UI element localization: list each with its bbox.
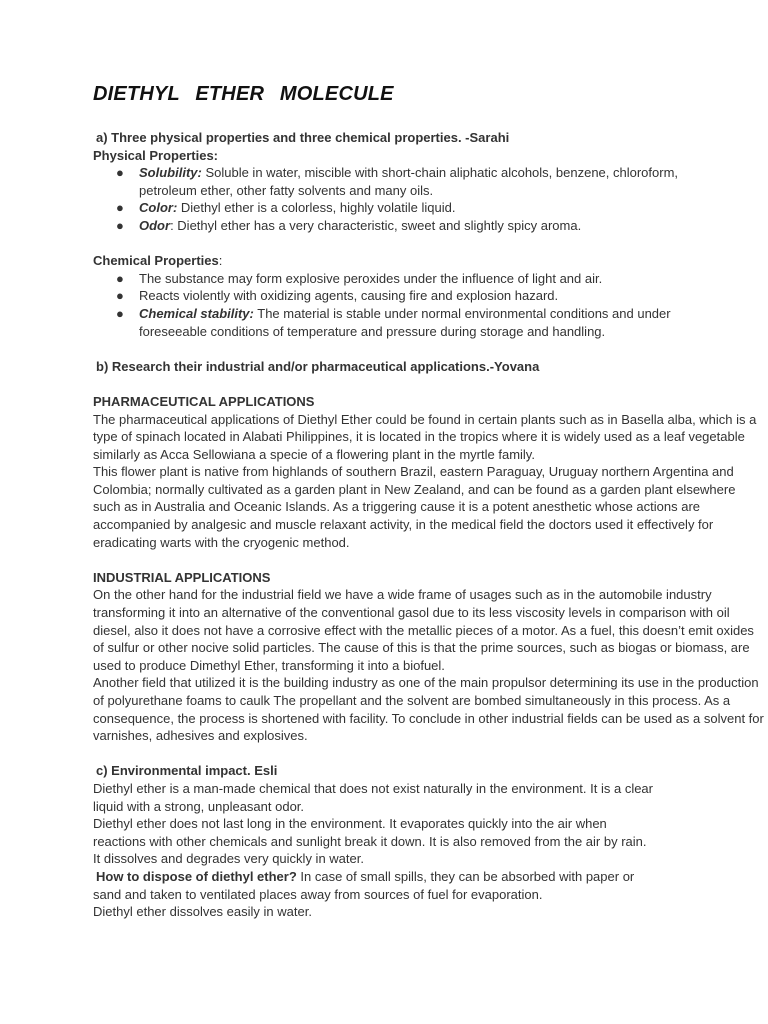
bullet-icon: ● [116,270,124,286]
bullet-icon: ● [116,288,124,304]
environment-line-1: Diethyl ether is a man-made chemical that does not exist naturally in the environment. It is a clear [93,780,653,796]
environment-line-2: liquid with a strong, unpleasant odor. [93,798,305,814]
industrial-paragraph-1: On the other hand for the industrial field we have a wide frame of usages such as in the automobile industry transforming it into an alternative of the conventional gasol due to its less viscosity levels in comparison with oil diesel, also it does not have a corrosive effect with the metallic pieces of a motor. As a fuel, this doesn’t emit oxides of sulfur or other nocive solid particles. The cause of this is that the prime sources, such as biogas or biomass, are used to produce Dimethyl Ether, transforming it into a biofuel. [93,587,754,673]
section-c-heading: c) Environmental impact. Esli [96,763,278,779]
list-item: ● Solubility: Soluble in water, miscible with short-chain aliphatic alcohols, benzene, chloroform, petroleum ether, other fatty solvents and many oils. [116,165,679,198]
list-item: ● The substance may form explosive peroxides under the influence of light and air. [116,270,603,286]
industrial-heading: INDUSTRIAL APPLICATIONS [93,569,271,585]
list-item: ● Reacts violently with oxidizing agents, causing fire and explosion hazard. [116,288,559,304]
section-b-heading: b) Research their industrial and/or pharmaceutical applications.-Yovana [96,358,540,374]
physical-properties-list [93,164,765,234]
document-title: DIETHYL ETHER MOLECULE [93,83,394,105]
environment-line-4: reactions with other chemicals and sunlight break it down. It is also removed from the air by rain. [93,833,647,849]
list-item: ● Odor: Diethyl ether has a very characteristic, sweet and slightly spicy aroma. [116,217,582,233]
list-item: ● Chemical stability: The material is stable under normal environmental conditions and under foreseeable conditions of temperature and pressure during storage and handling. [116,305,671,339]
chemical-properties-list [93,270,765,340]
document-body [93,129,765,921]
disposal-line: How to dispose of diethyl ether? In case of small spills, they can be absorbed with paper or [96,868,635,884]
pharmaceutical-paragraph-1: The pharmaceutical applications of Diethyl Ether could be found in certain plants such as in Basella alba, which is a type of spinach located in Alabati Philippines, it is located in the tropics where it is widely used as a leaf vegetable similarly as Acca Sellowiana a specie of a flowering plant in the myrtle family. [93,411,757,462]
environment-line-3: Diethyl ether does not last long in the environment. It evaporates quickly into the air when [93,816,607,832]
bullet-icon: ● [116,305,124,321]
chemical-properties-label: Chemical Properties: [93,253,223,269]
bullet-icon: ● [116,217,124,233]
industrial-paragraph-2: Another field that utilized it is the building industry as one of the main propulsor determining its use in the production of polyurethane foams to caulk The propellant and the solvent are bombed simultaneously in this process. As a consequence, the process is shortened with facility. To conclude in other industrial fields can be used as a solvent for varnishes, adhesives and explosives. [93,675,764,744]
disposal-line-2: sand and taken to ventilated places away from sources of fuel for evaporation. [93,886,543,902]
section-a-heading: a) Three physical properties and three chemical properties. -Sarahi [96,130,510,145]
bullet-icon: ● [116,200,124,216]
pharmaceutical-heading: PHARMACEUTICAL APPLICATIONS [93,393,315,409]
disposal-question: How to dispose of diethyl ether? [96,868,297,884]
physical-properties-label: Physical Properties: [93,147,218,163]
bullet-icon: ● [116,165,124,181]
final-line: Diethyl ether dissolves easily in water. [93,904,312,920]
list-item: ● Color: Diethyl ether is a colorless, highly volatile liquid. [116,200,456,216]
environment-line-5: It dissolves and degrades very quickly in water. [93,851,364,867]
pharmaceutical-paragraph-2: This flower plant is native from highlands of southern Brazil, eastern Paraguay, Uruguay northern Argentina and Colombia; normally cultivated as a garden plant in New Zealand, and can be found as a garden plant elsewhere such as in Australia and Oceanic Islands. As a triggering cause it is a potent anesthetic whose actions are accompanied by analgesic and muscle relaxant activity, in the medical field the doctors used it effectively for eradicating warts with the cryogenic method. [93,464,736,550]
